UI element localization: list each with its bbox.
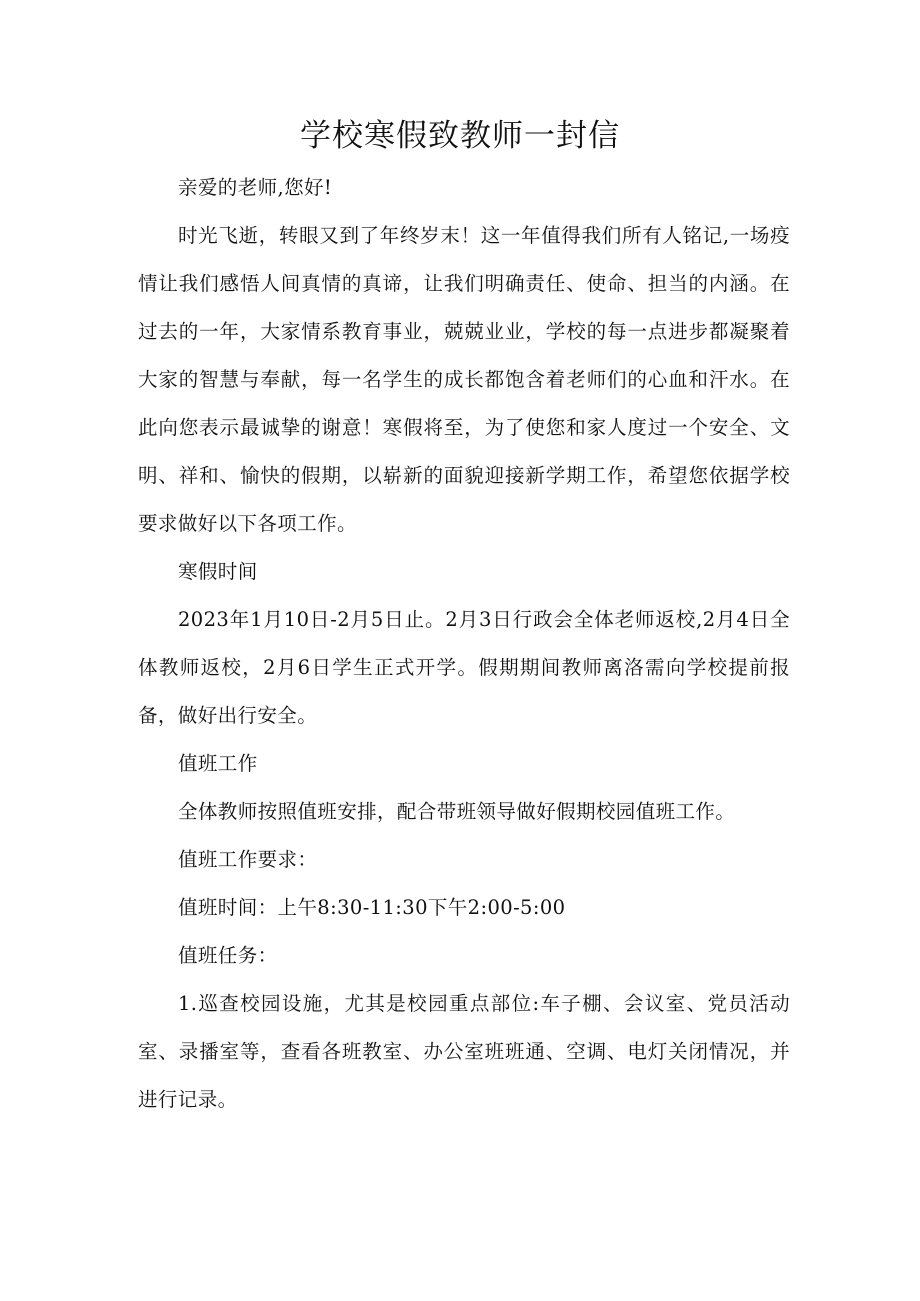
salutation: 亲爱的老师,您好! [178, 176, 333, 199]
duty-task-item-1: 1.巡查校园设施，尤其是校园重点部位:车子棚、会议室、党员活动室、录播室等，查看各班教室、办公室班班通、空调、电灯关闭情况，并进行记录。 [138, 992, 790, 1111]
duty-work-paragraph: 全体教师按照值班安排，配合带班领导做好假期校园值班工作。 [178, 800, 736, 823]
intro-paragraph: 时光飞逝，转眼又到了年终岁末！这一年值得我们所有人铭记,一场疫情让我们感悟人间真情的真谛，让我们明确责任、使命、担当的内涵。在过去的一年，大家情系教育事业，兢兢业业，学校的每一点进步都凝聚着大家的智慧与奉献，每一名学生的成长都饱含着老师们的心血和汗水。在此向您表示最诚挚的谢意！寒假将至，为了使您和家人度过一个安全、文明、祥和、愉快的假期，以崭新的面貌迎接新学期工作，希望您依据学校要求做好以下各项工作。 [138, 224, 790, 535]
page-title: 学校寒假致教师一封信 [300, 118, 620, 154]
vacation-time-paragraph: 2023年1月10日-2月5日止。2月3日行政会全体老师返校,2月4日全体教师返校，2月6日学生正式开学。假期期间教师离洛需向学校提前报备，做好出行安全。 [138, 608, 790, 727]
duty-hours-paragraph: 值班时间：上午8:30-11:30下午2:00-5:00 [178, 896, 566, 919]
letter-body [138, 164, 790, 1124]
section-heading-duty-work: 值班工作 [178, 752, 258, 775]
duty-requirements-heading: 值班工作要求： [178, 848, 318, 871]
duty-tasks-heading: 值班任务： [178, 944, 278, 967]
section-heading-vacation-time: 寒假时间 [178, 560, 258, 583]
